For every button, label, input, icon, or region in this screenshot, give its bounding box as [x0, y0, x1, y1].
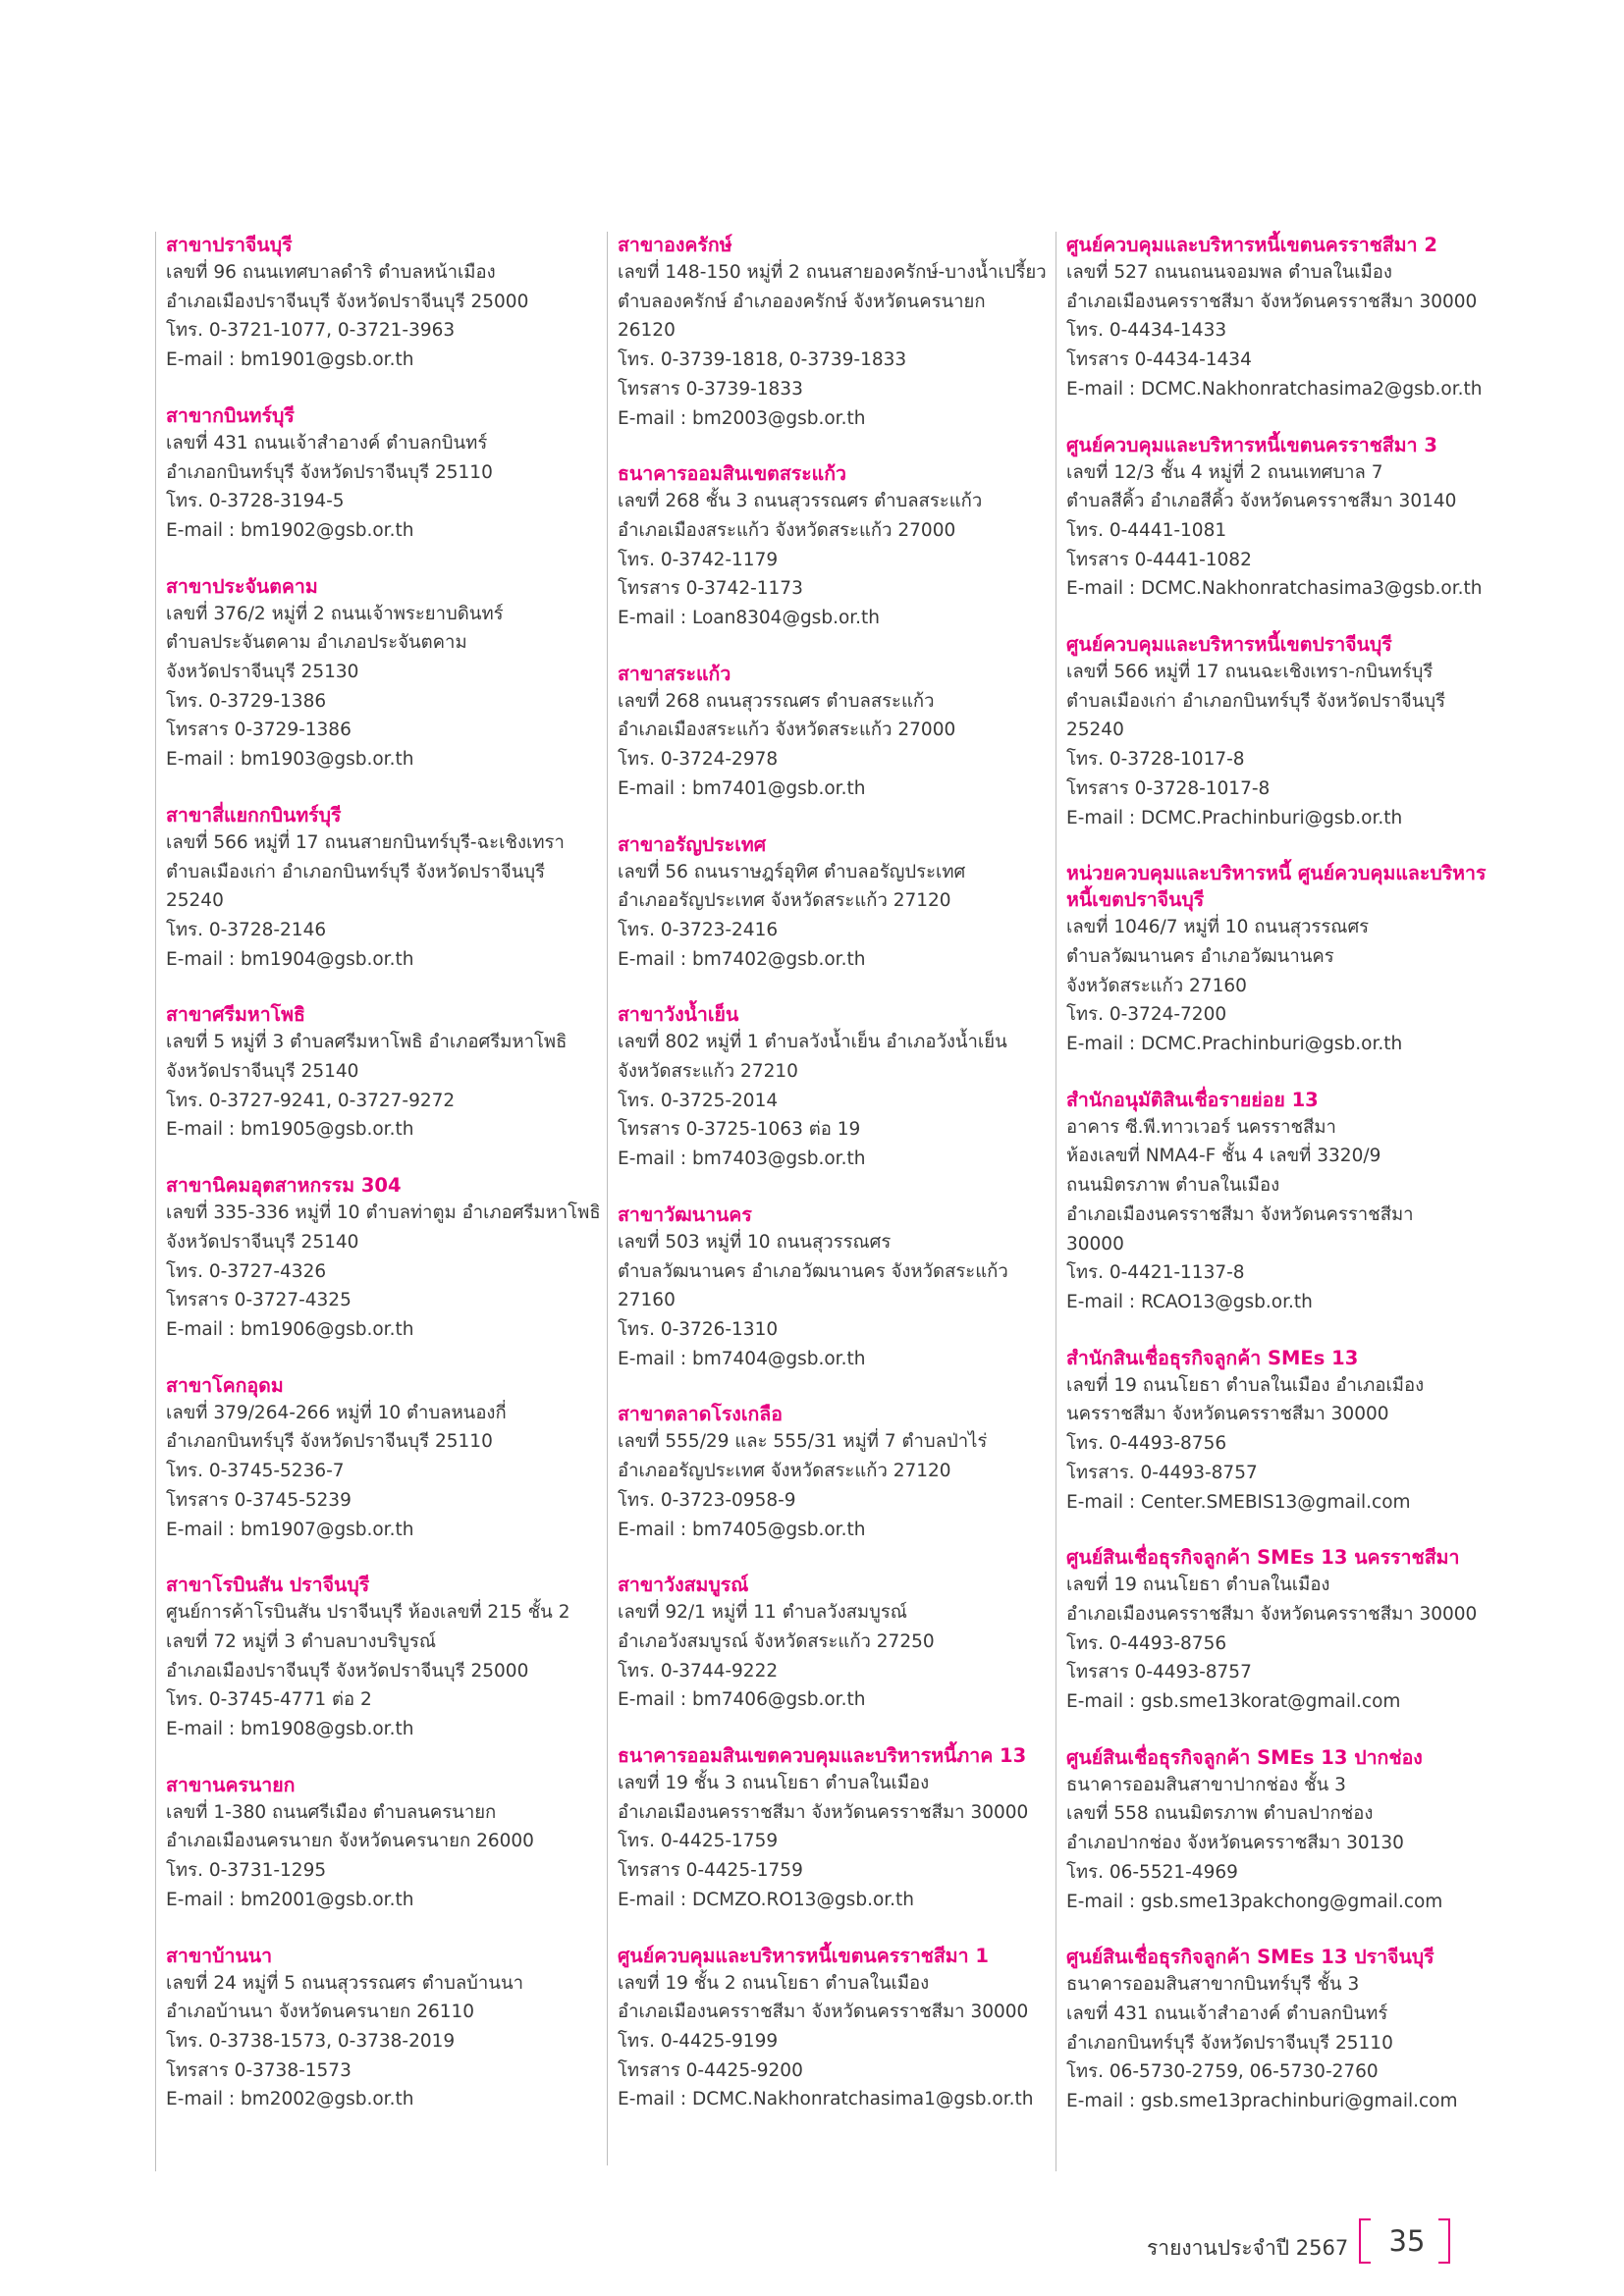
- email-line: E-mail : Center.SMEBIS13@gmail.com: [1066, 1491, 1411, 1513]
- address-line: โทร. 0-3728-2146: [166, 919, 327, 940]
- address-line: โทร. 0-3729-1386: [166, 690, 327, 712]
- address-line: เลขที่ 1-380 ถนนศรีเมือง ตำบลนครนายก: [166, 1801, 497, 1823]
- address-line: โทร. 0-3721-1077, 0-3721-3963: [166, 320, 456, 342]
- address-line: 26120: [618, 320, 676, 342]
- email-line: E-mail : bm1904@gsb.or.th: [166, 948, 414, 970]
- address-line: โทร. 0-4425-9199: [618, 2030, 779, 2052]
- address-line: โทร. 0-3745-4771 ต่อ 2: [166, 1689, 372, 1711]
- branch-name: สาขาวัฒนานคร: [618, 1202, 752, 1226]
- address-line: โทร. 0-3727-9241, 0-3727-9272: [166, 1090, 456, 1111]
- branch-entry: [618, 1943, 1050, 2115]
- address-line: อำเภอเมืองปราจีนบุรี จังหวัดปราจีนบุรี 25000: [166, 1660, 529, 1682]
- address-line: เลขที่ 431 ถนนเจ้าสำอางค์ ตำบลกบินทร์: [166, 432, 488, 454]
- branch-name: ศูนย์สินเชื่อธุรกิจลูกค้า SMEs 13 ปราจีนบุรี: [1066, 1946, 1435, 1969]
- address-line: โทรสาร 0-4441-1082: [1066, 549, 1252, 570]
- address-line: เลขที่ 802 หมู่ที่ 1 ตำบลวังน้ำเย็น อำเภอวังน้ำเย็น: [618, 1032, 1007, 1053]
- branch-entry: [618, 232, 1050, 433]
- branch-entry: [166, 802, 598, 975]
- email-line: E-mail : DCMC.Nakhonratchasima3@gsb.or.th: [1066, 578, 1483, 600]
- email-line: E-mail : DCMC.Nakhonratchasima1@gsb.or.th: [618, 2089, 1034, 2110]
- address-line: โทรสาร 0-4493-8757: [1066, 1662, 1252, 1683]
- address-line: โทร. 0-4493-8756: [1066, 1632, 1227, 1654]
- address-line: อำเภออรัญประเทศ จังหวัดสระแก้ว 27120: [618, 1461, 951, 1482]
- branch-name: สาขากบินทร์บุรี: [166, 403, 295, 427]
- address-line: อำเภอเมืองนครราชสีมา จังหวัดนครราชสีมา 30000: [1066, 291, 1478, 312]
- address-line: อำเภอวังสมบูรณ์ จังหวัดสระแก้ว 27250: [618, 1630, 935, 1652]
- address-line: เลขที่ 56 ถนนราษฎร์อุทิศ ตำบลอรัญประเทศ: [618, 861, 966, 882]
- address-line: โทรสาร 0-4434-1434: [1066, 349, 1252, 371]
- address-line: โทร. 0-3725-2014: [618, 1090, 779, 1111]
- address-line: อำเภอกบินทร์บุรี จังหวัดปราจีนบุรี 25110: [166, 1431, 493, 1453]
- address-line: โทรสาร 0-3729-1386: [166, 720, 352, 741]
- email-line: E-mail : DCMZO.RO13@gsb.or.th: [618, 1889, 915, 1910]
- address-line: โทรสาร 0-4425-1759: [618, 1860, 803, 1882]
- branch-name: ศูนย์ควบคุมและบริหารหนี้เขตนครราชสีมา 1: [618, 1944, 989, 1967]
- address-column-1: [155, 232, 601, 2171]
- branch-name: สาขาโรบินสัน ปราจีนบุรี: [166, 1574, 370, 1597]
- branch-entry: [166, 573, 598, 774]
- branch-entry: [166, 1943, 598, 2115]
- address-line: อำเภอเมืองสระแก้ว จังหวัดสระแก้ว 27000: [618, 519, 956, 541]
- branch-name: ศูนย์ควบคุมและบริหารหนี้เขตปราจีนบุรี: [1066, 633, 1392, 657]
- branch-name: สำนักอนุมัติสินเชื่อรายย่อย 13: [1066, 1088, 1319, 1111]
- address-line: ตำบลประจันตคาม อำเภอประจันตคาม: [166, 632, 467, 654]
- address-line: ตำบลเมืองเก่า อำเภอกบินทร์บุรี จังหวัดปราจีนบุรี: [1066, 690, 1446, 712]
- address-line: เลขที่ 268 ถนนสุวรรณศร ตำบลสระแก้ว: [618, 690, 935, 712]
- address-line: จังหวัดปราจีนบุรี 25130: [166, 662, 359, 683]
- branch-name: สาขาศรีมหาโพธิ: [166, 1003, 305, 1027]
- email-line: E-mail : RCAO13@gsb.or.th: [1066, 1291, 1313, 1312]
- address-line: เลขที่ 558 ถนนมิตรภาพ ตำบลปากช่อง: [1066, 1803, 1374, 1825]
- branch-name: สาขาวังสมบูรณ์: [618, 1574, 749, 1597]
- branch-entry: [166, 1572, 598, 1744]
- branch-entry: [618, 460, 1050, 633]
- branch-name: สาขาวังน้ำเย็น: [618, 1003, 739, 1027]
- address-line: โทร. 0-4425-1759: [618, 1831, 779, 1852]
- address-line: นครราชสีมา จังหวัดนครราชสีมา 30000: [1066, 1404, 1389, 1425]
- branch-entry: [1066, 1744, 1498, 1917]
- address-line: โทรสาร 0-4425-9200: [618, 2059, 803, 2081]
- address-line: เลขที่ 335-336 หมู่ที่ 10 ตำบลท่าตูม อำเภอศรีมหาโพธิ: [166, 1202, 601, 1224]
- address-line: ตำบลวัฒนานคร อำเภอวัฒนานคร จังหวัดสระแก้ว: [618, 1260, 1008, 1282]
- branch-name: สาขาบ้านนา: [166, 1944, 273, 1967]
- address-line: อาคาร ซี.พี.ทาวเวอร์ นครราชสีมา: [1066, 1116, 1336, 1138]
- address-line: โทรสาร. 0-4493-8757: [1066, 1462, 1258, 1483]
- branch-entry: [618, 1001, 1050, 1174]
- address-line: โทร. 0-3723-2416: [618, 919, 779, 940]
- branch-entry: [618, 831, 1050, 975]
- branch-name: ธนาคารออมสินเขตควบคุมและบริหารหนี้ภาค 13: [618, 1744, 1027, 1768]
- address-line: เลขที่ 92/1 หมู่ที่ 11 ตำบลวังสมบูรณ์: [618, 1602, 907, 1624]
- email-line: E-mail : gsb.sme13prachinburi@gmail.com: [1066, 2091, 1458, 2112]
- address-line: โทร. 06-5521-4969: [1066, 1861, 1238, 1883]
- address-line: อำเภอกบินทร์บุรี จังหวัดปราจีนบุรี 25110: [166, 461, 493, 483]
- email-line: E-mail : bm1902@gsb.or.th: [166, 519, 414, 541]
- branch-name: ศูนย์สินเชื่อธุรกิจลูกค้า SMEs 13 นครราชสีมา: [1066, 1546, 1460, 1570]
- address-line: โทรสาร 0-3738-1573: [166, 2059, 352, 2081]
- branch-entry: [166, 1772, 598, 1915]
- branch-name: สำนักสินเชื่อธุรกิจลูกค้า SMEs 13: [1066, 1346, 1359, 1369]
- address-line: เลขที่ 19 ถนนโยธา ตำบลในเมือง อำเภอเมือง: [1066, 1374, 1425, 1396]
- email-line: E-mail : DCMC.Prachinburi@gsb.or.th: [1066, 1034, 1403, 1055]
- branch-name: ศูนย์ควบคุมและบริหารหนี้เขตนครราชสีมา 3: [1066, 433, 1437, 456]
- page-bracket-left: [1359, 2218, 1371, 2264]
- address-line: เลขที่ 379/264-266 หมู่ที่ 10 ตำบลหนองกี่: [166, 1402, 507, 1423]
- address-line: โทร. 0-3724-2978: [618, 749, 779, 771]
- address-line: เลขที่ 19 ชั้น 2 ถนนโยธา ตำบลในเมือง: [618, 1972, 930, 1994]
- branch-name: สาขาองครักษ์: [618, 234, 732, 256]
- branch-entry: [1066, 631, 1498, 832]
- address-line: ถนนมิตรภาพ ตำบลในเมือง: [1066, 1175, 1280, 1197]
- address-line: โทร. 0-4421-1137-8: [1066, 1262, 1245, 1284]
- address-line: โทร. 0-3723-0958-9: [618, 1489, 796, 1511]
- address-line: 25240: [1066, 720, 1124, 741]
- address-line: เลขที่ 5 หมู่ที่ 3 ตำบลศรีมหาโพธิ อำเภอศรีมหาโพธิ: [166, 1032, 568, 1053]
- address-line: จังหวัดปราจีนบุรี 25140: [166, 1231, 359, 1253]
- address-line: อำเภอเมืองนครราชสีมา จังหวัดนครราชสีมา: [1066, 1203, 1414, 1225]
- address-line: โทร. 0-4441-1081: [1066, 519, 1227, 541]
- branch-name: สาขาโคกอุดม: [166, 1373, 284, 1397]
- branch-name: สาขานิคมอุตสาหกรรม 304: [166, 1174, 402, 1198]
- address-line: เลขที่ 12/3 ชั้น 4 หมู่ที่ 2 ถนนเทศบาล 7: [1066, 461, 1383, 483]
- branch-entry: [1066, 432, 1498, 605]
- address-line: ศูนย์การค้าโรบินสัน ปราจีนบุรี ห้องเลขที่ 215 ชั้น 2: [166, 1602, 570, 1624]
- address-line: โทร. 0-4493-8756: [1066, 1433, 1227, 1455]
- branch-name: ธนาคารออมสินเขตสระแก้ว: [618, 462, 846, 486]
- address-line: โทรสาร 0-3742-1173: [618, 578, 803, 600]
- branch-entry: [1066, 1345, 1498, 1518]
- branch-entry: [618, 1201, 1050, 1374]
- address-line: เลขที่ 503 หมู่ที่ 10 ถนนสุวรรณศร: [618, 1231, 892, 1253]
- address-line: ตำบลเมืองเก่า อำเภอกบินทร์บุรี จังหวัดปราจีนบุรี: [166, 861, 546, 882]
- address-line: อำเภอเมืองนครราชสีมา จังหวัดนครราชสีมา 30000: [1066, 1603, 1478, 1625]
- email-line: E-mail : bm7402@gsb.or.th: [618, 948, 866, 970]
- email-line: E-mail : gsb.sme13pakchong@gmail.com: [1066, 1891, 1443, 1912]
- email-line: E-mail : bm1906@gsb.or.th: [166, 1318, 414, 1340]
- address-line: ตำบลสีคิ้ว อำเภอสีคิ้ว จังหวัดนครราชสีมา 30140: [1066, 491, 1457, 512]
- address-line: โทร. 0-3738-1573, 0-3738-2019: [166, 2030, 456, 2052]
- address-line: อำเภออรัญประเทศ จังหวัดสระแก้ว 27120: [618, 890, 951, 912]
- email-line: E-mail : Loan8304@gsb.or.th: [618, 608, 881, 629]
- address-line: อำเภอกบินทร์บุรี จังหวัดปราจีนบุรี 25110: [1066, 2032, 1393, 2054]
- branch-name: หน่วยควบคุมและบริหารหนี้ ศูนย์ควบคุมและบริหารหนี้เขตปราจีนบุรี: [1066, 862, 1487, 912]
- branch-name: สาขาอรัญประเทศ: [618, 832, 767, 856]
- email-line: E-mail : DCMC.Nakhonratchasima2@gsb.or.th: [1066, 378, 1483, 400]
- email-line: E-mail : bm7405@gsb.or.th: [618, 1519, 866, 1540]
- email-line: E-mail : bm7403@gsb.or.th: [618, 1148, 866, 1170]
- email-line: E-mail : bm2003@gsb.or.th: [618, 407, 866, 429]
- address-line: โทร. 0-3739-1818, 0-3739-1833: [618, 349, 907, 371]
- footer-report-label: รายงานประจำปี 2567: [1147, 2236, 1349, 2260]
- address-line: เลขที่ 1046/7 หมู่ที่ 10 ถนนสุวรรณศร: [1066, 917, 1370, 938]
- address-line: โทร. 0-3724-7200: [1066, 1004, 1227, 1026]
- email-line: E-mail : bm1908@gsb.or.th: [166, 1719, 414, 1740]
- branch-entry: [618, 1572, 1050, 1715]
- address-line: เลขที่ 72 หมู่ที่ 3 ตำบลบางบริบูรณ์: [166, 1630, 437, 1652]
- address-column-3: [1056, 232, 1498, 2171]
- address-line: เลขที่ 19 ถนนโยธา ตำบลในเมือง: [1066, 1575, 1330, 1596]
- branch-name: สาขาตลาดโรงเกลือ: [618, 1403, 783, 1426]
- email-line: E-mail : bm7406@gsb.or.th: [618, 1689, 866, 1711]
- email-line: E-mail : bm1903@gsb.or.th: [166, 749, 414, 771]
- address-line: เลขที่ 555/29 และ 555/31 หมู่ที่ 7 ตำบลป่าไร่: [618, 1431, 988, 1453]
- address-line: โทรสาร 0-3727-4325: [166, 1290, 352, 1311]
- address-line: อำเภอเมืองนครราชสีมา จังหวัดนครราชสีมา 30000: [618, 2002, 1029, 2023]
- address-line: เลขที่ 148-150 หมู่ที่ 2 ถนนสายองครักษ์-บางน้ำเปรี้ยว: [618, 262, 1047, 283]
- email-line: E-mail : bm7401@gsb.or.th: [618, 777, 866, 799]
- address-line: โทร. 0-3731-1295: [166, 1860, 327, 1882]
- branch-entry: [1066, 1087, 1498, 1317]
- address-line: 25240: [166, 890, 224, 912]
- email-line: E-mail : bm2002@gsb.or.th: [166, 2089, 414, 2110]
- address-line: เลขที่ 566 หมู่ที่ 17 ถนนฉะเชิงเทรา-กบินทร์บุรี: [1066, 662, 1434, 683]
- branch-name: สาขาปราจีนบุรี: [166, 234, 293, 256]
- branch-name: สาขาสระแก้ว: [618, 662, 731, 685]
- address-line: ห้องเลขที่ NMA4-F ชั้น 4 เลขที่ 3320/9: [1066, 1146, 1381, 1167]
- branch-name: สาขานครนายก: [166, 1773, 296, 1796]
- branch-entry: [1066, 1544, 1498, 1717]
- page-number: 35: [1388, 2224, 1426, 2258]
- branch-name: ศูนย์ควบคุมและบริหารหนี้เขตนครราชสีมา 2: [1066, 234, 1437, 256]
- address-line: ตำบลองครักษ์ อำเภอองครักษ์ จังหวัดนครนายก: [618, 291, 986, 312]
- address-line: โทร. 0-3744-9222: [618, 1660, 779, 1682]
- address-line: เลขที่ 19 ชั้น 3 ถนนโยธา ตำบลในเมือง: [618, 1773, 930, 1794]
- address-line: โทร. 0-3745-5236-7: [166, 1461, 345, 1482]
- address-line: 27160: [618, 1290, 676, 1311]
- address-line: เลขที่ 527 ถนนถนนจอมพล ตำบลในเมือง: [1066, 262, 1392, 283]
- address-line: โทรสาร 0-3725-1063 ต่อ 19: [618, 1119, 861, 1141]
- address-line: จังหวัดสระแก้ว 27210: [618, 1061, 798, 1083]
- page-bracket-right: [1438, 2218, 1450, 2264]
- email-line: E-mail : bm2001@gsb.or.th: [166, 1889, 414, 1910]
- address-line: โทร. 0-3728-1017-8: [1066, 749, 1245, 771]
- branch-entry: [1066, 232, 1498, 404]
- branch-entry: [1066, 860, 1498, 1059]
- address-line: อำเภอบ้านนา จังหวัดนครนายก 26110: [166, 2002, 475, 2023]
- branch-entry: [1066, 1944, 1498, 2116]
- address-line: อำเภอเมืองสระแก้ว จังหวัดสระแก้ว 27000: [618, 720, 956, 741]
- address-line: โทร. 0-3726-1310: [618, 1318, 779, 1340]
- address-line: เลขที่ 566 หมู่ที่ 17 ถนนสายกบินทร์บุรี-ฉะเชิงเทรา: [166, 831, 565, 853]
- email-line: E-mail : DCMC.Prachinburi@gsb.or.th: [1066, 807, 1403, 828]
- address-line: เลขที่ 96 ถนนเทศบาลดำริ ตำบลหน้าเมือง: [166, 262, 496, 283]
- address-line: อำเภอปากช่อง จังหวัดนครราชสีมา 30130: [1066, 1833, 1404, 1854]
- address-line: โทร. 0-4434-1433: [1066, 320, 1227, 342]
- address-line: เลขที่ 24 หมู่ที่ 5 ถนนสุวรรณศร ตำบลบ้านนา: [166, 1972, 523, 1994]
- branch-entry: [166, 1172, 601, 1345]
- email-line: E-mail : bm7404@gsb.or.th: [618, 1348, 866, 1369]
- address-line: โทรสาร 0-3739-1833: [618, 378, 803, 400]
- address-line: เลขที่ 376/2 หมู่ที่ 2 ถนนเจ้าพระยาบดินทร์: [166, 603, 504, 624]
- email-line: E-mail : bm1907@gsb.or.th: [166, 1519, 414, 1540]
- address-line: 30000: [1066, 1233, 1124, 1255]
- email-line: E-mail : bm1901@gsb.or.th: [166, 349, 414, 371]
- address-column-2: [607, 232, 1050, 2165]
- branch-entry: [166, 1372, 598, 1545]
- branch-entry: [618, 1742, 1050, 1915]
- address-line: ตำบลวัฒนานคร อำเภอวัฒนานคร: [1066, 945, 1334, 967]
- address-line: ธนาคารออมสินสาขากบินทร์บุรี ชั้น 3: [1066, 1974, 1360, 1996]
- address-line: ธนาคารออมสินสาขาปากช่อง ชั้น 3: [1066, 1774, 1346, 1795]
- branch-entry: [618, 661, 1050, 804]
- address-line: เลขที่ 268 ชั้น 3 ถนนสุวรรณศร ตำบลสระแก้ว: [618, 491, 983, 512]
- address-line: โทร. 0-3728-3194-5: [166, 491, 345, 512]
- address-line: อำเภอเมืองนครนายก จังหวัดนครนายก 26000: [166, 1831, 534, 1852]
- address-line: โทร. 0-3742-1179: [618, 549, 779, 570]
- address-line: โทรสาร 0-3728-1017-8: [1066, 777, 1271, 799]
- address-line: โทรสาร 0-3745-5239: [166, 1489, 352, 1511]
- address-line: จังหวัดปราจีนบุรี 25140: [166, 1061, 359, 1083]
- address-line: เลขที่ 431 ถนนเจ้าสำอางค์ ตำบลกบินทร์: [1066, 2002, 1388, 2024]
- branch-entry: [166, 402, 598, 546]
- email-line: E-mail : bm1905@gsb.or.th: [166, 1119, 414, 1141]
- address-line: โทร. 06-5730-2759, 06-5730-2760: [1066, 2061, 1379, 2083]
- address-line: อำเภอเมืองปราจีนบุรี จังหวัดปราจีนบุรี 25000: [166, 291, 529, 312]
- address-line: อำเภอเมืองนครราชสีมา จังหวัดนครราชสีมา 30000: [618, 1801, 1029, 1823]
- branch-name: ศูนย์สินเชื่อธุรกิจลูกค้า SMEs 13 ปากช่อง: [1066, 1745, 1423, 1769]
- branch-entry: [166, 232, 598, 375]
- branch-name: สาขาประจันตคาม: [166, 574, 318, 598]
- address-line: จังหวัดสระแก้ว 27160: [1066, 975, 1247, 996]
- branch-name: สาขาสี่แยกกบินทร์บุรี: [166, 803, 342, 827]
- address-line: โทร. 0-3727-4326: [166, 1260, 327, 1282]
- branch-entry: [166, 1001, 598, 1145]
- branch-entry: [618, 1401, 1050, 1544]
- email-line: E-mail : gsb.sme13korat@gmail.com: [1066, 1691, 1401, 1713]
